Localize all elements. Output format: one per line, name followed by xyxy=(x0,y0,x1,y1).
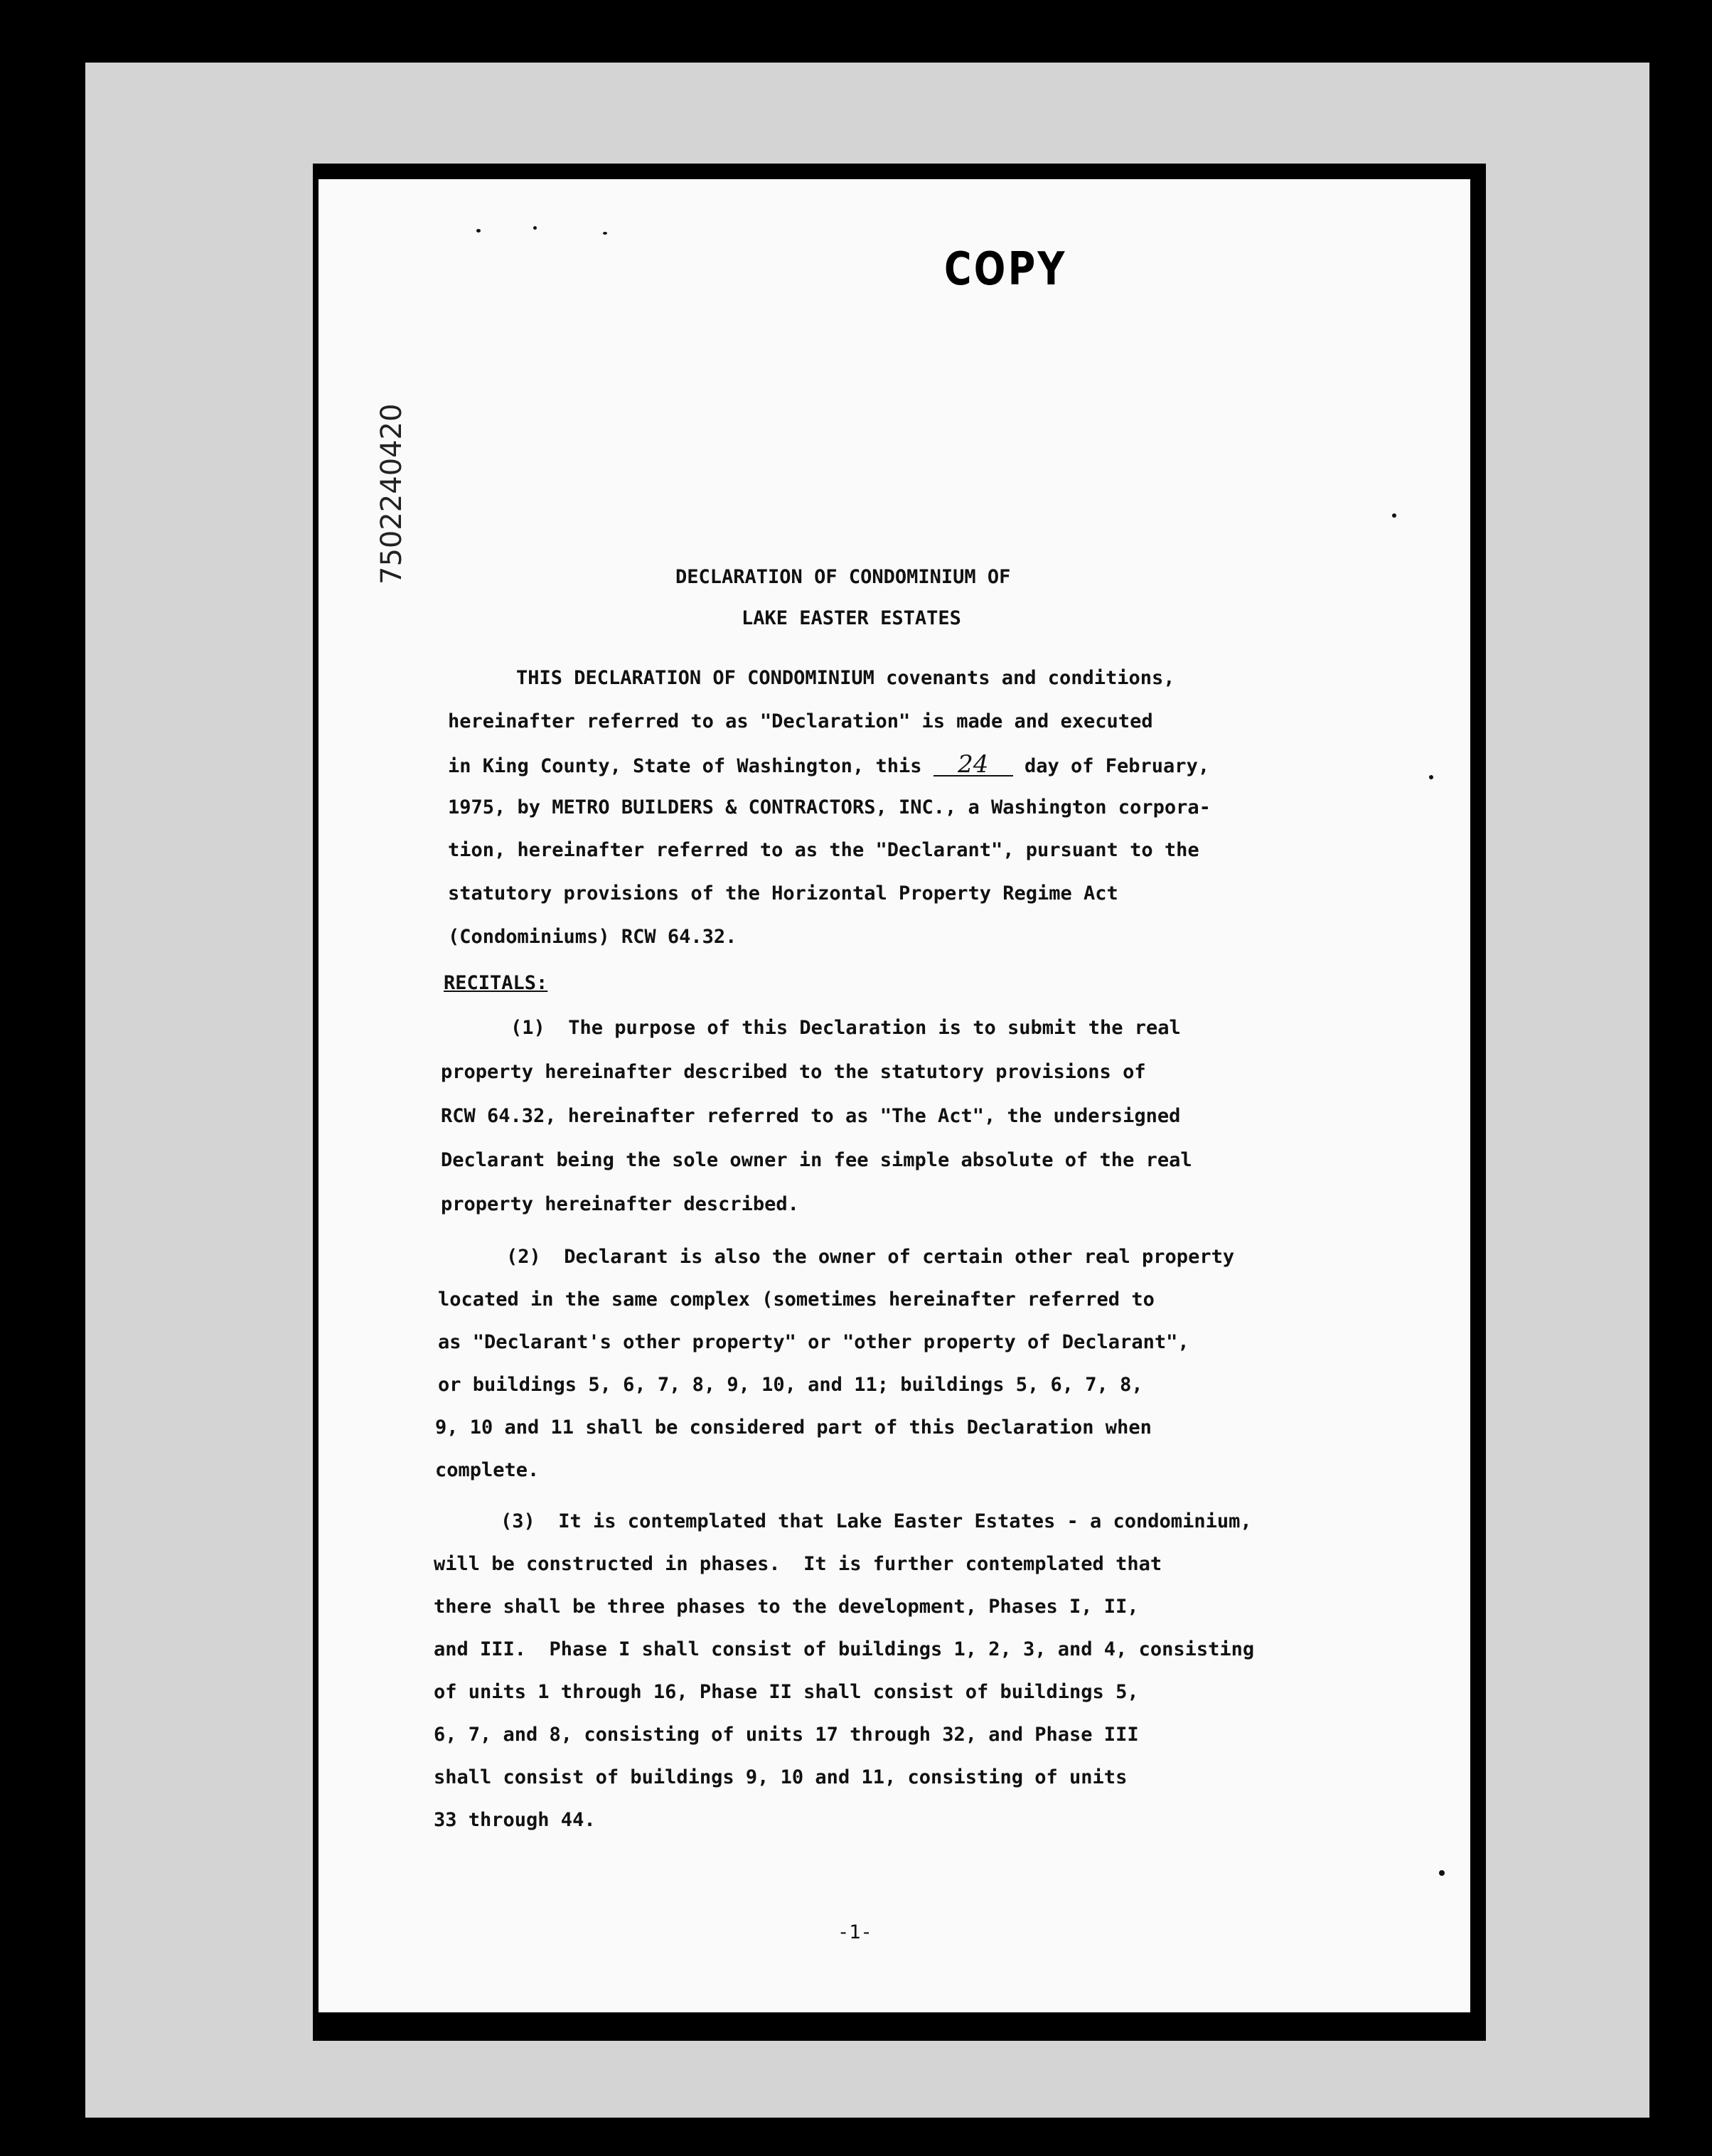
scan-speck xyxy=(1392,513,1396,518)
recital-2-line: (2) Declarant is also the owner of certain other real property xyxy=(506,1246,1235,1268)
intro-line: (Condominiums) RCW 64.32. xyxy=(448,926,737,948)
recital-1-line: property hereinafter described to the statutory provisions of xyxy=(441,1061,1146,1083)
recital-3-line: will be constructed in phases. It is further contemplated that xyxy=(434,1553,1162,1575)
recital-3-line: 6, 7, and 8, consisting of units 17 through 32, and Phase III xyxy=(434,1724,1139,1746)
recital-2-line: complete. xyxy=(435,1459,540,1481)
document-title-line2: LAKE EASTER ESTATES xyxy=(742,607,961,629)
recital-1-line: property hereinafter described. xyxy=(441,1193,799,1215)
scan-speck xyxy=(476,229,481,233)
copy-stamp: COPY xyxy=(944,243,1067,296)
scan-speck xyxy=(603,232,607,235)
intro-line: statutory provisions of the Horizontal Property Regime Act xyxy=(448,882,1118,904)
recording-number: 7502240420 xyxy=(375,403,408,585)
page-number: -1- xyxy=(838,1921,872,1943)
recital-2-line: located in the same complex (sometimes hereinafter referred to xyxy=(438,1288,1155,1311)
document-title-line1: DECLARATION OF CONDOMINIUM OF xyxy=(675,566,1011,588)
intro-line: 1975, by METRO BUILDERS & CONTRACTORS, INC., a Washington corpora- xyxy=(448,796,1211,818)
document-page xyxy=(319,179,1470,2012)
intro-line: hereinafter referred to as "Declaration" is made and executed xyxy=(448,710,1153,732)
intro-line: tion, hereinafter referred to as the "Declarant", pursuant to the xyxy=(448,839,1199,861)
recital-3-line: shall consist of buildings 9, 10 and 11, consisting of units xyxy=(434,1766,1128,1788)
recital-1-line: (1) The purpose of this Declaration is to submit the real xyxy=(510,1017,1181,1039)
recital-1-line: Declarant being the sole owner in fee simple absolute of the real xyxy=(441,1149,1192,1171)
recital-3-line: 33 through 44. xyxy=(434,1809,596,1831)
day-handwritten: 24 xyxy=(933,754,1013,777)
intro-line-date-before: in King County, State of Washington, this xyxy=(448,755,933,777)
recital-2-line: or buildings 5, 6, 7, 8, 9, 10, and 11; buildings 5, 6, 7, 8, xyxy=(438,1374,1143,1396)
recital-3-line: there shall be three phases to the development, Phases I, II, xyxy=(434,1596,1139,1618)
intro-line-date-after: day of February, xyxy=(1012,755,1210,777)
scan-speck xyxy=(1439,1870,1445,1876)
recital-3-line: and III. Phase I shall consist of buildings 1, 2, 3, and 4, consisting xyxy=(434,1638,1255,1660)
recital-3-line: of units 1 through 16, Phase II shall consist of buildings 5, xyxy=(434,1681,1139,1703)
recitals-heading: RECITALS: xyxy=(444,972,548,994)
intro-line-date xyxy=(448,750,1210,779)
intro-line: THIS DECLARATION OF CONDOMINIUM covenants and conditions, xyxy=(516,667,1175,689)
recital-2-line: 9, 10 and 11 shall be considered part of this Declaration when xyxy=(435,1416,1152,1439)
recital-1-line: RCW 64.32, hereinafter referred to as "The Act", the undersigned xyxy=(441,1105,1181,1127)
scan-speck xyxy=(1429,775,1433,779)
scan-speck xyxy=(533,226,537,230)
recital-2-line: as "Declarant's other property" or "other property of Declarant", xyxy=(438,1331,1189,1353)
recital-3-line: (3) It is contemplated that Lake Easter Estates - a condominium, xyxy=(501,1510,1252,1532)
